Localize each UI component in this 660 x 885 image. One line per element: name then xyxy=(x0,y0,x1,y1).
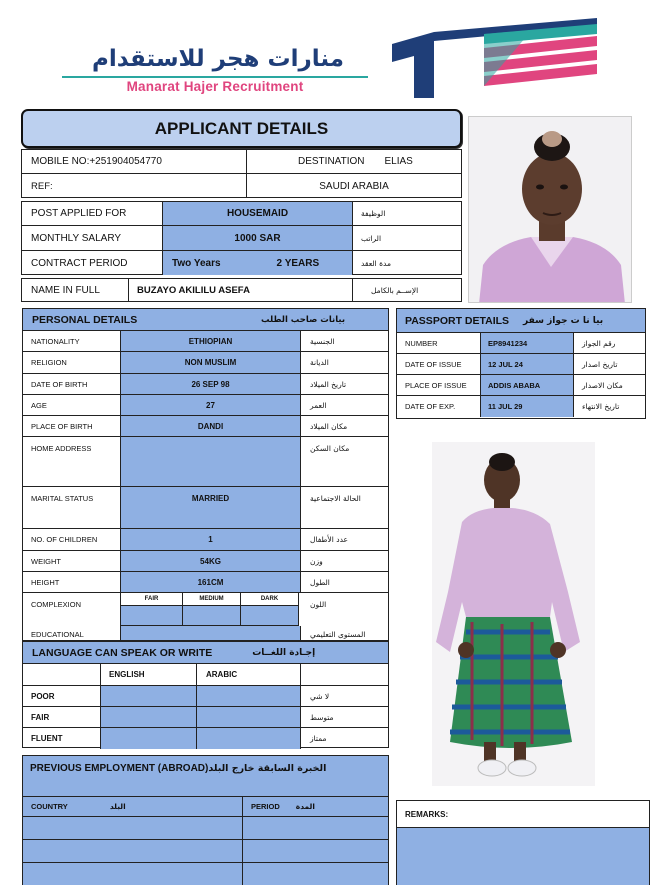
language-arabic-cell[interactable] xyxy=(197,707,301,728)
employment-period-label: PERIOD xyxy=(251,802,280,811)
employment-title: PREVIOUS EMPLOYMENT (ABROAD) xyxy=(30,763,209,774)
passport-row-value-cell xyxy=(481,354,574,375)
complexion-option-label: FAIR xyxy=(144,596,159,602)
personal-row-value: 54KG xyxy=(200,556,221,566)
personal-row-arabic: الديانة xyxy=(310,358,329,367)
personal-row-label: MARITAL STATUS xyxy=(31,494,94,503)
language-level-arabic-cell xyxy=(301,728,388,749)
personal-row-label-cell xyxy=(23,374,121,395)
contact-table xyxy=(21,149,462,198)
language-english-cell[interactable] xyxy=(101,728,197,749)
language-level-label-cell xyxy=(23,707,101,728)
language-english-cell[interactable] xyxy=(101,686,197,707)
personal-row-value-cell xyxy=(121,352,301,374)
personal-row-value: NON MUSLIM xyxy=(184,358,237,367)
language-header xyxy=(23,642,388,664)
personal-row-arabic: وزن xyxy=(310,556,323,566)
destination-label: DESTINATION xyxy=(298,156,365,167)
personal-row-value-cell xyxy=(121,551,301,572)
passport-row-label-cell xyxy=(397,396,481,417)
language-title: LANGUAGE CAN SPEAK OR WRITE xyxy=(32,646,213,659)
complexion-option-header xyxy=(183,593,241,606)
contract-period-label: CONTRACT PERIOD xyxy=(31,257,128,269)
remarks-label: REMARKS: xyxy=(405,809,449,819)
educational-label: EDUCATIONAL xyxy=(31,629,84,639)
personal-row-label-cell xyxy=(23,331,121,352)
language-arabic-cell[interactable] xyxy=(197,686,301,707)
language-level-label: POOR xyxy=(31,691,55,701)
personal-row-value-cell xyxy=(121,331,301,352)
complexion-option-box[interactable] xyxy=(183,606,241,626)
employment-title-arabic: الخبرة السابقة خارج البلد xyxy=(208,763,327,774)
company-name-arabic: منارات هجر للاستقدام xyxy=(91,46,345,72)
language-level-arabic-cell xyxy=(301,686,388,707)
language-english-cell[interactable] xyxy=(101,707,197,728)
personal-details-title-arabic: بيانات صاحب الطلب xyxy=(261,314,346,325)
full-name-label: NAME IN FULL xyxy=(31,284,100,296)
passport-row-label: DATE OF ISSUE xyxy=(405,359,462,369)
personal-row-label-cell xyxy=(23,529,121,551)
employment-country-arabic: البلد xyxy=(109,802,126,811)
complexion-option-header xyxy=(121,593,183,606)
personal-row-label-cell xyxy=(23,551,121,572)
passport-row-label: DATE OF EXP. xyxy=(405,402,456,411)
full-name-arabic: الإســم بالكامل xyxy=(371,285,419,295)
remarks-section xyxy=(396,800,650,885)
language-arabic-cell[interactable] xyxy=(197,728,301,749)
personal-row-value-cell xyxy=(121,437,301,487)
personal-row-arabic-cell xyxy=(301,529,388,551)
employment-row xyxy=(23,863,243,885)
employment-row xyxy=(23,840,243,863)
passport-details-title-arabic: بيا نا ت جواز سفر xyxy=(523,315,604,326)
personal-row-value-cell xyxy=(121,529,301,551)
passport-row-arabic-cell xyxy=(574,333,645,354)
full-name-value: BUZAYO AKILILU ASEFA xyxy=(137,284,250,296)
passport-row-value: 12 JUL 24 xyxy=(488,359,523,369)
company-name-english: Manarat Hajer Recruitment xyxy=(126,79,304,94)
passport-row-label-cell xyxy=(397,375,481,396)
personal-row-label: NATIONALITY xyxy=(31,336,80,346)
educational-label-cell xyxy=(23,626,121,641)
complexion-option-header xyxy=(241,593,299,606)
passport-row-arabic: تاريخ الانتهاء xyxy=(582,402,620,411)
post-applied-label: POST APPLIED FOR xyxy=(31,208,127,219)
language-level-arabic-cell xyxy=(301,707,388,728)
educational-arabic-cell xyxy=(301,626,388,641)
personal-row-arabic-cell xyxy=(301,395,388,416)
company-logo-icon xyxy=(392,14,602,98)
language-section xyxy=(22,641,389,748)
passport-row-label-cell xyxy=(397,333,481,354)
personal-row-value: MARRIED xyxy=(191,494,230,503)
personal-row-arabic: تاريخ الميلاد xyxy=(310,379,347,389)
language-col-english: ENGLISH xyxy=(109,670,145,679)
destination-country: SAUDI ARABIA xyxy=(319,180,389,192)
personal-row-arabic: الطول xyxy=(310,577,330,587)
complexion-option-box[interactable] xyxy=(121,606,183,626)
passport-row-value-cell xyxy=(481,375,574,396)
personal-row-arabic: الحالة الاجتماعية xyxy=(310,494,361,503)
personal-row-arabic-cell xyxy=(301,416,388,437)
passport-row-arabic: تاريخ اصدار xyxy=(582,359,618,369)
educational-arabic: المستوى التعليمي xyxy=(310,629,366,639)
passport-row-arabic: رقم الجواز xyxy=(582,338,616,348)
personal-row-label: DATE OF BIRTH xyxy=(31,379,88,389)
employment-header xyxy=(23,756,388,797)
complexion-arabic: اللون xyxy=(310,600,327,609)
personal-row-label: NO. OF CHILDREN xyxy=(31,535,98,544)
passport-row-value: EP8941234 xyxy=(488,338,528,348)
personal-row-arabic: عدد الأطفال xyxy=(310,535,348,544)
personal-row-arabic-cell xyxy=(301,331,388,352)
applicant-portrait-photo xyxy=(468,116,632,303)
personal-row-value: 161CM xyxy=(197,577,224,587)
language-level-arabic: ممتاز xyxy=(310,734,327,743)
contract-period-value-caps: 2 YEARS xyxy=(276,257,320,269)
personal-row-label-cell xyxy=(23,352,121,374)
monthly-salary-arabic: الراتب xyxy=(361,233,382,243)
personal-row-arabic-cell xyxy=(301,487,388,529)
personal-row-value-cell xyxy=(121,374,301,395)
language-level-label-cell xyxy=(23,728,101,749)
personal-row-label: RELIGION xyxy=(31,358,67,367)
personal-row-value: 26 SEP 98 xyxy=(191,379,230,389)
name-table xyxy=(21,278,462,302)
personal-row-label-cell xyxy=(23,395,121,416)
personal-row-value-cell xyxy=(121,572,301,593)
personal-row-label-cell xyxy=(23,416,121,437)
personal-row-value-cell xyxy=(121,487,301,529)
ref-label: REF: xyxy=(31,180,53,192)
personal-row-label-cell xyxy=(23,572,121,593)
language-col-arabic: ARABIC xyxy=(206,670,238,679)
language-level-arabic: لا شي xyxy=(310,691,330,701)
passport-row-value-cell xyxy=(481,333,574,354)
personal-details-header xyxy=(23,309,388,331)
passport-row-arabic: مكان الاصدار xyxy=(582,380,623,390)
previous-employment-section xyxy=(22,755,389,885)
complexion-option-box[interactable] xyxy=(241,606,299,626)
personal-row-label: HEIGHT xyxy=(31,577,60,587)
remarks-field[interactable] xyxy=(397,828,649,885)
page-title xyxy=(21,109,462,148)
personal-row-arabic-cell xyxy=(301,437,388,487)
employment-row xyxy=(243,840,388,863)
personal-row-arabic: الجنسية xyxy=(310,336,335,346)
language-level-label: FAIR xyxy=(31,712,50,722)
personal-row-label: PLACE OF BIRTH xyxy=(31,421,93,431)
job-table xyxy=(21,201,462,275)
personal-row-label-cell xyxy=(23,437,121,487)
personal-row-arabic: العمر xyxy=(310,400,327,410)
passport-row-label: PLACE OF ISSUE xyxy=(405,380,467,390)
post-applied-arabic: الوظيفة xyxy=(361,209,386,218)
complexion-option-label: DARK xyxy=(260,596,279,602)
personal-row-value: DANDI xyxy=(197,421,224,431)
personal-row-label: HOME ADDRESS xyxy=(31,444,92,453)
contract-period-value-words: Two Years xyxy=(172,257,221,269)
logo-underline xyxy=(62,76,368,78)
personal-row-value: ETHIOPIAN xyxy=(188,336,233,346)
language-level-label-cell xyxy=(23,686,101,707)
language-level-arabic: متوسط xyxy=(310,712,334,722)
monthly-salary-label: MONTHLY SALARY xyxy=(31,232,122,244)
personal-row-arabic-cell xyxy=(301,572,388,593)
personal-row-label: AGE xyxy=(31,400,47,410)
contract-period-arabic: مدة العقد xyxy=(361,258,391,268)
personal-row-label-cell xyxy=(23,487,121,529)
language-level-label: FLUENT xyxy=(31,734,63,743)
passport-row-arabic-cell xyxy=(574,375,645,396)
passport-row-value: 11 JUL 29 xyxy=(488,402,523,411)
personal-row-arabic: مكان السكن xyxy=(310,444,350,453)
destination-name: ELIAS xyxy=(384,156,413,167)
passport-row-arabic-cell xyxy=(574,396,645,417)
complexion-label: COMPLEXION xyxy=(31,600,82,609)
passport-row-value-cell xyxy=(481,396,574,417)
employment-row xyxy=(243,863,388,885)
personal-row-label: WEIGHT xyxy=(31,556,61,566)
passport-row-value: ADDIS ABABA xyxy=(488,380,541,390)
monthly-salary-value: 1000 SAR xyxy=(234,232,281,244)
personal-row-arabic-cell xyxy=(301,352,388,374)
personal-row-arabic-cell xyxy=(301,551,388,572)
personal-row-value-cell xyxy=(121,395,301,416)
personal-row-value-cell xyxy=(121,416,301,437)
personal-row-arabic-cell xyxy=(301,374,388,395)
post-applied-value: HOUSEMAID xyxy=(226,208,289,219)
personal-row-arabic: مكان الميلاد xyxy=(310,421,348,431)
passport-row-label: NUMBER xyxy=(405,338,438,348)
personal-row-value: 1 xyxy=(208,535,213,544)
passport-row-arabic-cell xyxy=(574,354,645,375)
passport-details-header xyxy=(397,309,645,333)
employment-period-arabic: المدة xyxy=(295,802,315,811)
page-title-text: APPLICANT DETAILS xyxy=(154,118,329,138)
passport-row-label-cell xyxy=(397,354,481,375)
passport-details-title: PASSPORT DETAILS xyxy=(405,314,510,327)
employment-row xyxy=(23,817,243,840)
mobile-number: MOBILE NO:+251904054770 xyxy=(31,156,162,167)
personal-details-title: PERSONAL DETAILS xyxy=(32,313,138,326)
complexion-option-label: MEDIUM xyxy=(199,596,224,602)
language-title-arabic: إجـادة اللغــات xyxy=(252,647,316,658)
applicant-full-body-photo xyxy=(432,442,595,786)
educational-value-cell xyxy=(121,626,301,641)
passport-details-section xyxy=(396,308,646,419)
employment-row xyxy=(243,817,388,840)
personal-row-value: 27 xyxy=(206,400,215,410)
personal-details-section xyxy=(22,308,389,641)
employment-country-label: COUNTRY xyxy=(31,802,68,811)
